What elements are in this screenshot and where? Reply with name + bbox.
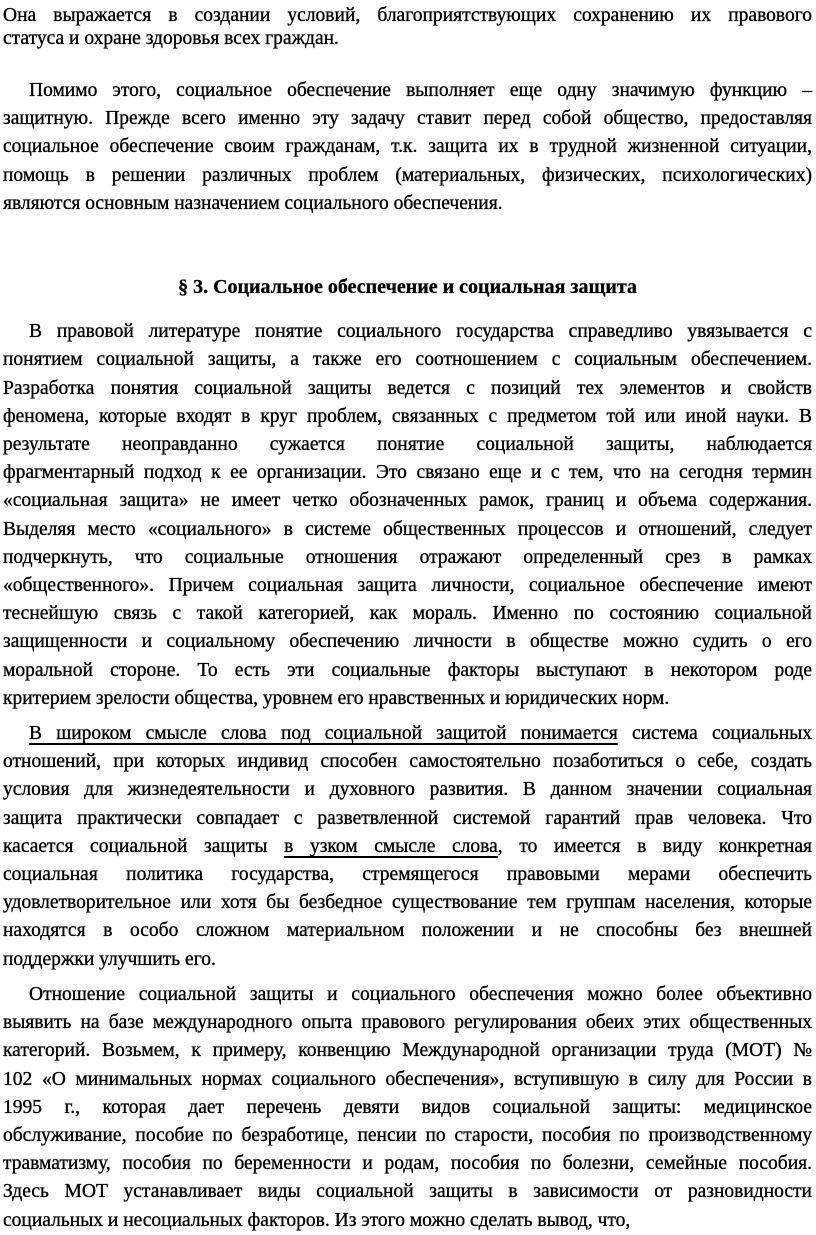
paragraph xyxy=(3,720,812,974)
section-heading-text: § 3. Социальное обеспечение и социальная защита xyxy=(178,276,637,299)
underlined-text-run: В широком смысле слова под социальной защитой понимается xyxy=(29,723,618,745)
text-run: 1995 г., которая дает перечень девяти видов социальной защиты: медицинское xyxy=(3,1096,812,1118)
text-run: касается социальной защиты xyxy=(3,835,285,857)
text-line xyxy=(3,720,812,748)
text-line xyxy=(3,600,812,628)
text-line xyxy=(3,833,812,861)
text-line xyxy=(3,917,812,945)
section-heading xyxy=(3,273,812,301)
text-run: защита практически совпадает с разветвленной системой гарантий прав человека. Что xyxy=(3,807,812,829)
text-run: социальное обеспечение своим гражданам, т.к. защита их в трудной жизненной ситуации, xyxy=(3,136,812,158)
text-run: социальная политика государства, стремящегося правовыми мерами обеспечить xyxy=(3,864,812,886)
text-line xyxy=(3,105,812,133)
text-line xyxy=(3,516,812,544)
text-run: отношений, при которых индивид способен самостоятельно позаботиться о себе, создать xyxy=(3,751,812,773)
text-run: удовлетворительное или хотя бы безбедное существование тем группам населения, которые xyxy=(3,892,812,914)
text-run: поддержки улучшить его. xyxy=(3,948,216,970)
text-run: категорий. Возьмем, к примеру, конвенцию Международной организации труда (МОТ) № xyxy=(3,1040,812,1062)
text-run: социальных и несоциальных факторов. Из этого можно сделать вывод, что, xyxy=(3,1209,631,1231)
text-run: , то имеется в виду конкретная xyxy=(497,835,813,857)
text-run: Помимо этого, социальное обеспечение выполняет еще одну значимую функцию – xyxy=(29,80,812,101)
text-run: Она выражается в создании условий, благоприятствующих сохранению их правового xyxy=(3,5,812,26)
text-line xyxy=(3,375,812,403)
underlined-text-run: в узком смысле слова xyxy=(284,835,498,857)
text-run: феномена, которые входят в круг проблем, связанных с предметом той или иной науки. В xyxy=(3,405,812,427)
paragraph xyxy=(3,981,812,1235)
text-line xyxy=(3,657,812,685)
paragraph xyxy=(3,318,812,713)
text-run: моральной стороне. То есть эти социальные факторы выступают в некотором роде xyxy=(3,659,812,681)
text-run: В правовой литературе понятие социального государства справедливо увязывается с xyxy=(29,321,812,343)
text-line xyxy=(3,346,812,374)
text-line xyxy=(3,459,812,487)
text-line xyxy=(3,748,812,776)
text-run: система социальных xyxy=(617,723,812,745)
text-line xyxy=(3,403,812,431)
text-run: «общественного». Причем социальная защита личности, социальное обеспечение имеют xyxy=(3,575,812,597)
text-line xyxy=(3,431,812,459)
text-run: результате неоправданно сужается понятие социальной защиты, наблюдается xyxy=(3,434,812,456)
paragraph xyxy=(3,5,812,50)
text-line xyxy=(3,1207,812,1235)
text-line xyxy=(3,1037,812,1065)
text-line xyxy=(3,805,812,833)
text-run: обслуживание, пособие по безработице, пенсии по старости, пособия по производственному xyxy=(3,1124,812,1146)
text-run: находятся в особо сложном материальном положении и не способны без внешней xyxy=(3,920,812,942)
text-line xyxy=(3,1150,812,1178)
text-run: выявить на базе международного опыта правового регулирования обеих этих общественных xyxy=(3,1012,812,1034)
text-line xyxy=(3,861,812,889)
text-line xyxy=(3,1066,812,1094)
text-run: травматизму, пособия по беременности и родам, пособия по болезни, семейные пособия. xyxy=(3,1153,812,1175)
text-run: являются основным назначением социального обеспечения. xyxy=(3,192,503,214)
text-line xyxy=(3,162,812,190)
text-line xyxy=(3,572,812,600)
text-run: Отношение социальной защиты и социального обеспечения можно более объективно xyxy=(29,983,812,1005)
text-run: «социальная защита» не имеет четко обозначенных рамок, границ и объема содержания. xyxy=(3,490,812,512)
text-line xyxy=(3,77,812,105)
text-run: 102 «О минимальных нормах социального обеспечения», вступившую в силу для России в xyxy=(3,1068,812,1090)
text-run: понятием социальной защиты, а также его соотношением с социальным обеспечением. xyxy=(3,349,812,371)
text-line xyxy=(3,628,812,656)
text-line xyxy=(3,190,812,218)
text-run: Разработка понятия социальной защиты ведется с позиций тех элементов и свойств xyxy=(3,377,812,399)
text-line xyxy=(3,889,812,917)
text-line xyxy=(3,1009,812,1037)
text-line xyxy=(3,5,812,28)
text-run: критерием зрелости общества, уровнем его нравственных и юридических норм. xyxy=(3,687,670,709)
text-line xyxy=(3,1178,812,1206)
text-line xyxy=(3,981,812,1009)
text-line xyxy=(3,28,812,51)
text-run: теснейшую связь с такой категорией, как мораль. Именно по состоянию социальной xyxy=(3,603,812,625)
text-run: Выделяя место «социального» в системе общественных процессов и отношений, следует xyxy=(3,518,812,540)
text-line xyxy=(3,685,812,713)
text-line xyxy=(3,1122,812,1150)
text-line xyxy=(3,946,812,974)
text-line xyxy=(3,544,812,572)
text-run: Здесь МОТ устанавливает виды социальной защиты в зависимости от разновидности xyxy=(3,1181,812,1203)
text-line xyxy=(3,1094,812,1122)
text-run: помощь в решении различных проблем (материальных, физических, психологических) xyxy=(3,164,812,186)
text-line xyxy=(3,318,812,346)
text-line xyxy=(3,133,812,161)
text-run: условия для жизнедеятельности и духовного развития. В данном значении социальная xyxy=(3,779,812,801)
text-run: статуса и охране здоровья всех граждан. xyxy=(3,27,339,49)
text-run: фрагментарный подход к ее организации. Это связано еще и с тем, что на сегодня термин xyxy=(3,462,812,484)
text-run: подчеркнуть, что социальные отношения отражают определенный срез в рамках xyxy=(3,546,812,568)
text-line xyxy=(3,487,812,515)
text-run: защищенности и социальному обеспечению личности в обществе можно судить о его xyxy=(3,631,812,653)
text-line xyxy=(3,776,812,804)
text-run: защитную. Прежде всего именно эту задачу ставит перед собой общество, предоставляя xyxy=(3,108,812,130)
paragraph xyxy=(3,77,812,218)
